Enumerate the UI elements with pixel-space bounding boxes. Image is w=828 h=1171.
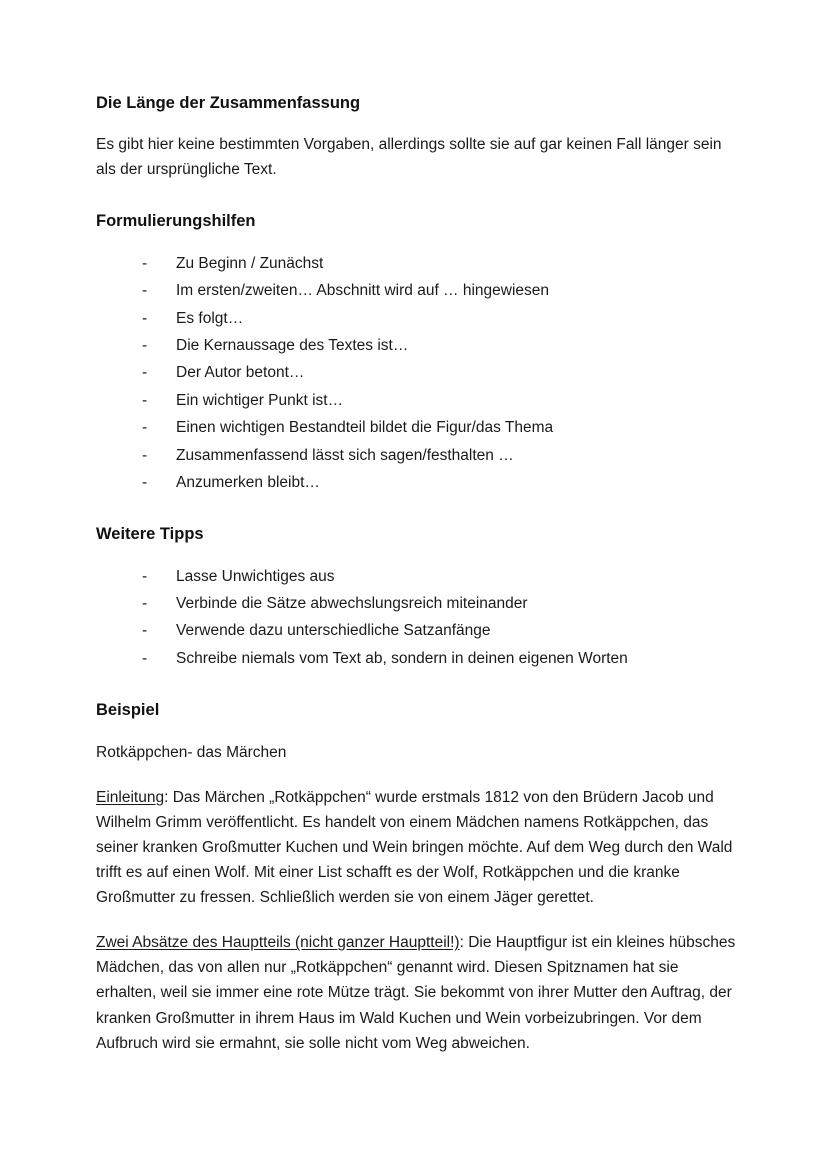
- list-item: [142, 564, 736, 589]
- paragraph-text-hauptteil: Die Hauptfigur ist ein kleines hübsches Mädchen, das von allen nur „Rotkäppchen“ genannt wird. Diesen Spitznamen hat sie erhalten, weil sie immer eine rote Mütze trägt. Sie bekommt von ihrer Mutter den Auftrag, der kranken Großmutter in ihrem Haus im Wald Kuchen und Wein vorbeizubringen. Vor dem Aufbruch wird sie ermahnt, sie solle nicht vom Weg abweichen.: [96, 934, 736, 1052]
- list-item-label: Lasse Unwichtiges aus: [176, 567, 335, 585]
- list-item: [142, 278, 736, 303]
- list-item-label: Der Autor betont…: [176, 364, 305, 382]
- list-item: [142, 470, 736, 495]
- example-title: Rotkäppchen- das Märchen: [96, 743, 287, 761]
- list-item-label: Es folgt…: [176, 309, 244, 327]
- bullet-dash-icon: -: [142, 649, 148, 667]
- list-item-label: Zusammenfassend lässt sich sagen/festhalten …: [176, 446, 514, 464]
- list-item-label: Zu Beginn / Zunächst: [176, 254, 324, 272]
- bullet-dash-icon: -: [142, 391, 148, 409]
- paragraph-text-einleitung: Das Märchen „Rotkäppchen“ wurde erstmals 1812 von den Brüdern Jacob und Wilhelm Grimm veröffentlicht. Es handelt von einem Mädchen namens Rotkäppchen, das seiner kranken Großmutter Kuchen und Wein bringen möchte. Auf dem Weg durch den Wald trifft es auf einen Wolf. Mit einer List schafft es der Wolf, Rotkäppchen und die kranke Großmutter zu fressen. Schließlich werden sie von einem Jäger gerettet.: [96, 788, 733, 907]
- list-item: [142, 443, 736, 468]
- paragraph-label-suffix: :: [164, 788, 173, 806]
- list-formulierungshilfen: [96, 251, 736, 496]
- list-item: [142, 618, 736, 643]
- list-item: [142, 415, 736, 440]
- paragraph-laenge-der-zusammenfassung: Es gibt hier keine bestimmten Vorgaben, allerdings sollte sie auf gar keinen Fall länger sein als der ursprüngliche Text.: [96, 136, 722, 179]
- document-body: [96, 92, 736, 1056]
- list-item: [142, 591, 736, 616]
- bullet-dash-icon: -: [142, 595, 148, 613]
- list-item-label: Im ersten/zweiten… Abschnitt wird auf … hingewiesen: [176, 282, 550, 300]
- list-item-label: Verbinde die Sätze abwechslungsreich miteinander: [176, 595, 528, 613]
- heading-laenge-der-zusammenfassung: Die Länge der Zusammenfassung: [96, 94, 361, 112]
- list-item-label: Schreibe niemals vom Text ab, sondern in deinen eigenen Worten: [176, 649, 628, 667]
- bullet-dash-icon: -: [142, 446, 148, 464]
- bullet-dash-icon: -: [142, 567, 148, 585]
- bullet-dash-icon: -: [142, 419, 148, 437]
- list-item-label: Ein wichtiger Punkt ist…: [176, 391, 344, 409]
- bullet-dash-icon: -: [142, 309, 148, 327]
- bullet-dash-icon: -: [142, 622, 148, 640]
- list-item: [142, 251, 736, 276]
- list-item-label: Verwende dazu unterschiedliche Satzanfänge: [176, 622, 491, 640]
- bullet-dash-icon: -: [142, 254, 148, 272]
- paragraph-einleitung: [96, 785, 736, 911]
- bullet-dash-icon: -: [142, 282, 148, 300]
- list-item: [142, 306, 736, 331]
- list-item-label: Einen wichtigen Bestandteil bildet die Figur/das Thema: [176, 419, 554, 437]
- heading-beispiel: Beispiel: [96, 701, 160, 720]
- heading-formulierungshilfen: Formulierungshilfen: [96, 212, 256, 231]
- list-item: [142, 360, 736, 385]
- bullet-dash-icon: -: [142, 364, 148, 382]
- list-item: [142, 388, 736, 413]
- heading-weitere-tipps: Weitere Tipps: [96, 525, 204, 544]
- paragraph-label-einleitung: Einleitung: [96, 788, 165, 806]
- list-item-label: Die Kernaussage des Textes ist…: [176, 336, 409, 354]
- paragraph-label-suffix: :: [459, 934, 469, 952]
- paragraph-label-hauptteil: Zwei Absätze des Hauptteils (nicht ganzer Hauptteil!): [96, 934, 460, 952]
- bullet-dash-icon: -: [142, 336, 148, 354]
- bullet-dash-icon: -: [142, 474, 148, 491]
- paragraph-hauptteil: [96, 930, 736, 1056]
- list-item-label: Anzumerken bleibt…: [176, 474, 320, 491]
- list-item: [142, 333, 736, 358]
- list-item: [142, 646, 736, 671]
- list-weitere-tipps: [96, 564, 736, 672]
